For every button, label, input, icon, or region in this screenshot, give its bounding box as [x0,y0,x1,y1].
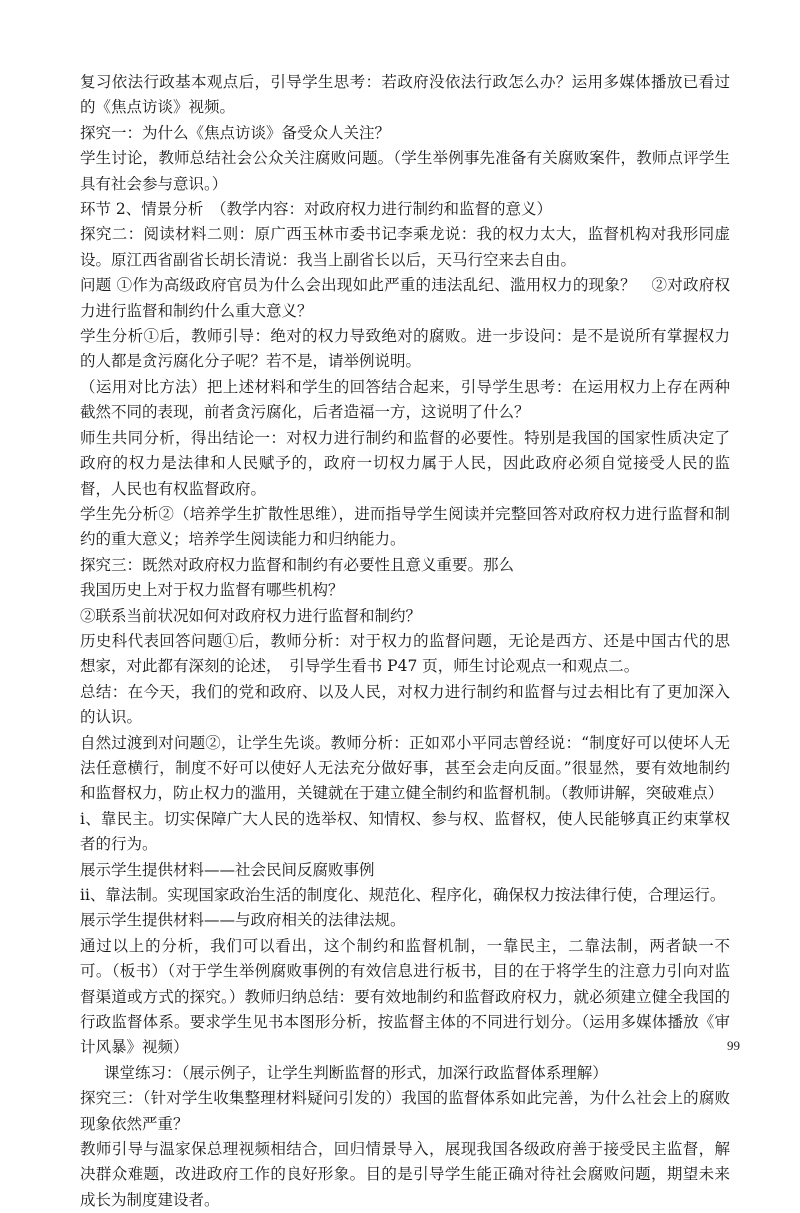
paragraph: ②联系当前状况如何对政府权力进行监督和制约？ [80,606,422,625]
paragraph: 教师引导与温家保总理视频相结合，回归情景导入，展现我国各级政府善于接受民主监督，解决群众难题，改进政府工作的良好形象。目的是引导学生能正确对待社会腐败问题，期望未来成长为制度建设者。 [80,1140,730,1209]
paragraph: ⅱ、靠法制。实现国家政治生活的制度化、规范化、程序化，确保权力按法律行使，合理运行。 [80,886,726,904]
page-number: 99 [727,1038,740,1053]
paragraph: 复习依法行政基本观点后，引导学生思考：若政府没依法行政怎么办？运用多媒体播放已看过的《焦点访谈》视频。 [80,73,730,117]
paragraph: 历史科代表回答问题①后，教师分析：对于权力的监督问题，无论是西方、还是中国古代的思想家，对此都有深刻的论述， 引导学生看书 P47 页，师生讨论观点一和观点二。 [80,631,730,676]
paragraph: 课堂练习：（展示例子，让学生判断监督的形式，加深行政监督体系理解） [104,1063,608,1082]
paragraph: 通过以上的分析，我们可以看出，这个制约和监督机制，一靠民主，二靠法制，两者缺一不可。（板书）（对于学生举例腐败事例的有效信息进行板书，目的在于将学生的注意力引向对监督渠道或方式的探究。）教师归纳总结：要有效地制约和监督政府权力，就必须建立健全我国的行政监督体系。要求学生见书本图形分析，按监督主体的不同进行划分。（运用多媒体播放《审计风暴》视频） [80,936,730,1057]
paragraph: 问题 ①作为高级政府官员为什么会出现如此严重的违法乱纪、滥用权力的现象？ ②对政府权力进行监督和制约什么重大意义？ [80,276,730,320]
paragraph: 师生共同分析，得出结论一：对权力进行制约和监督的必要性。特别是我国的国家性质决定了政府的权力是法律和人民赋予的，政府一切权力属于人民，因此政府必须自觉接受人民的监督，人民也有权监督政府。 [80,428,730,498]
paragraph: 我国历史上对于权力监督有哪些机构？ [80,581,344,600]
paragraph: 探究三：既然对政府权力监督和制约有必要性且意义重要。那么 [80,555,515,574]
paragraph: 展示学生提供材料——与政府相关的法律法规。 [80,911,406,930]
document-body [80,70,730,1213]
paragraph: （运用对比方法）把上述材料和学生的回答结合起来，引导学生思考：在运用权力上存在两种截然不同的表现，前者贪污腐化，后者造福一方，这说明了什么？ [80,377,730,422]
paragraph: 学生分析①后，教师引导：绝对的权力导致绝对的腐败。进一步设问：是不是说所有掌握权力的人都是贪污腐化分子呢？若不是，请举例说明。 [80,327,730,371]
paragraph: 自然过渡到对问题②，让学生先谈。教师分析：正如邓小平同志曾经说：“制度好可以使坏人无法任意横行，制度不好可以使好人无法充分做好事，甚至会走向反面。”很显然，要有效地制约和监督权力，防止权力的滥用，关键就在于建立健全制约和监督机制。（教师讲解，突破难点） [80,733,730,803]
paragraph: 学生先分析②（培养学生扩散性思维），进而指导学生阅读并完整回答对政府权力进行监督和制约的重大意义；培养学生阅读能力和归纳能力。 [80,504,730,549]
paragraph: 展示学生提供材料——社会民间反腐败事例 [80,860,375,879]
paragraph: ⅰ、靠民主。切实保障广大人民的选举权、知情权、参与权、监督权，使人民能够真正约束掌权者的行为。 [80,809,730,854]
paragraph: 探究三：（针对学生收集整理材料疑问引发的）我国的监督体系如此完善，为什么社会上的腐败现象依然严重？ [80,1089,730,1133]
paragraph: 学生讨论，教师总结社会公众关注腐败问题。（学生举例事先准备有关腐败案件，教师点评学生具有社会参与意识。） [80,149,730,193]
paragraph: 总结：在今天，我们的党和政府、以及人民，对权力进行制约和监督与过去相比有了更加深入的认识。 [80,682,730,727]
paragraph: 环节 2、情景分析 （教学内容：对政府权力进行制约和监督的意义） [80,200,553,219]
paragraph: 探究一：为什么《焦点访谈》备受众人关注？ [80,123,391,142]
paragraph: 探究二：阅读材料二则：原广西玉林市委书记李乘龙说：我的权力太大，监督机构对我形同虚设。原江西省副省长胡长清说：我当上副省长以后，天马行空来去自由。 [80,225,730,269]
